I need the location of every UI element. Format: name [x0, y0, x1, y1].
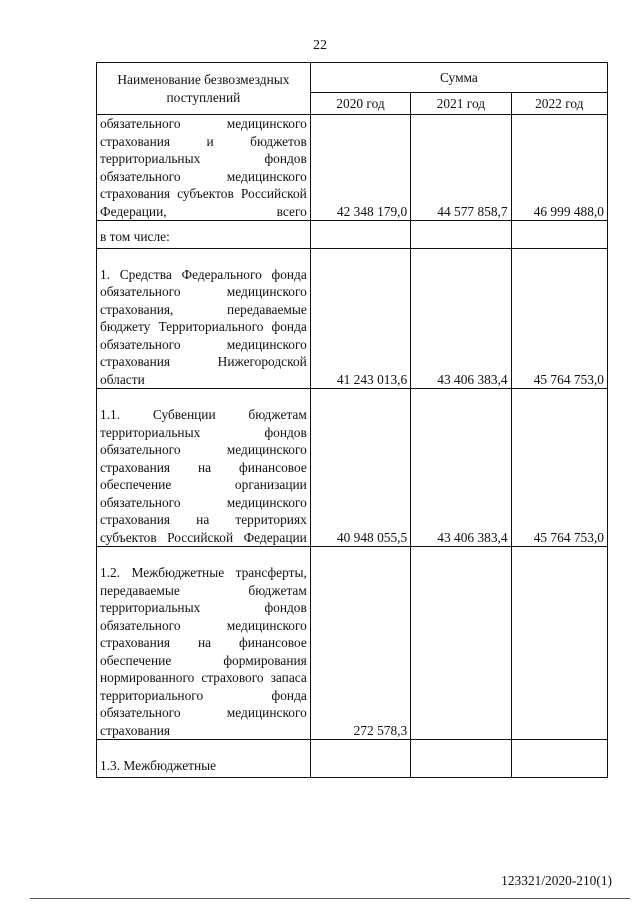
row-value-2021: 43 406 383,4: [411, 248, 511, 389]
row-value-2020: 272 578,3: [310, 547, 410, 740]
row-name-text: 1.3. Межбюджетные: [100, 758, 217, 773]
row-name-text: 1. Средства Федерального фонда обязательного медицинского страхования, передаваемые бюджету Территориального фонда обязательного медицинского страхования Нижегородской области: [100, 266, 307, 387]
table-row: [97, 547, 608, 740]
row-name: [97, 389, 311, 547]
bottom-rule: [30, 898, 630, 899]
revenue-table: [96, 62, 608, 778]
table-row: [97, 248, 608, 389]
page-number: 22: [313, 38, 327, 53]
row-value-2020: [310, 740, 410, 778]
row-name: [97, 547, 311, 740]
header-year-2022: 2022 год: [511, 93, 607, 115]
row-value-2021: [411, 740, 511, 778]
row-value-2021: [411, 221, 511, 249]
row-value-2020: 40 948 055,5: [310, 389, 410, 547]
row-value-2021: [411, 547, 511, 740]
header-sum: Сумма: [310, 63, 607, 93]
row-value-2021: 44 577 858,7: [411, 115, 511, 221]
row-name: [97, 740, 311, 778]
row-name: [97, 115, 311, 221]
row-name-text: 1.1. Субвенции бюджетам территориальных фондов обязательного медицинского страхования на финансовое обеспечение организации обязательного медицинского страхования на территориях субъектов Российской Федерации: [100, 407, 307, 545]
header-year-2021: 2021 год: [411, 93, 511, 115]
row-value-2020: 42 348 179,0: [310, 115, 410, 221]
row-value-2021: 43 406 383,4: [411, 389, 511, 547]
row-value-2022: [511, 740, 607, 778]
row-value-2020: [310, 221, 410, 249]
document-id: 123321/2020-210(1): [501, 873, 612, 888]
table-row: [97, 740, 608, 778]
row-value-2022: 46 999 488,0: [511, 115, 607, 221]
row-name: [97, 248, 311, 389]
row-value-2022: 45 764 753,0: [511, 389, 607, 547]
row-name: [97, 221, 311, 249]
row-value-2020: 41 243 013,6: [310, 248, 410, 389]
table-row: [97, 389, 608, 547]
table-row: [97, 115, 608, 221]
row-name-text: обязательного медицинского страхования и бюджетов территориальных фондов обязательного медицинского страхования субъектов Российской Федерации, всего: [100, 116, 307, 219]
table-row: [97, 221, 608, 249]
header-year-2020: 2020 год: [310, 93, 410, 115]
row-name-text: 1.2. Межбюджетные трансферты, передаваемые бюджетам территориальных фондов обязательного медицинского страхования на финансовое обеспечение формирования нормированного страхового запаса территориального фонда обязательного медицинского страхования: [100, 565, 307, 738]
row-value-2022: 45 764 753,0: [511, 248, 607, 389]
table-header-row: [97, 63, 608, 93]
row-name-text: в том числе:: [100, 229, 170, 244]
header-name-column: Наименование безвозмездных поступлений: [97, 63, 311, 115]
row-value-2022: [511, 221, 607, 249]
row-value-2022: [511, 547, 607, 740]
